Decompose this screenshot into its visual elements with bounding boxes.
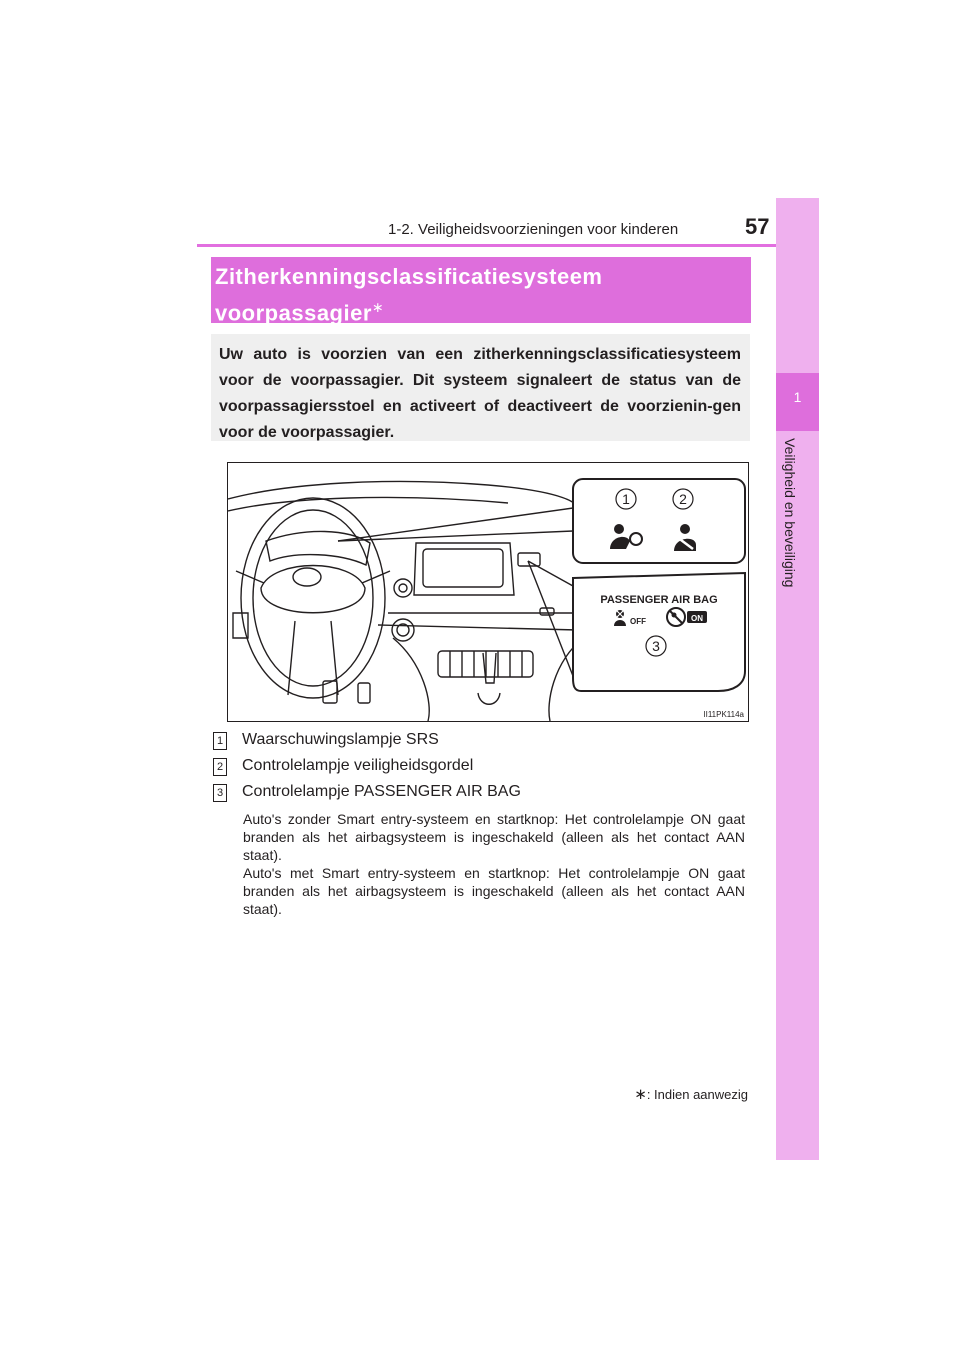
footnote-marker: ∗	[634, 1086, 647, 1103]
note-paragraph-2: Auto's met Smart entry-systeem en startknop: Het controlelampje ON gaat branden als het airbagsysteem is ingeschakeld (alleen als het contact AAN staat).	[243, 865, 745, 917]
note-paragraph-1: Auto's zonder Smart entry-systeem en startknop: Het controlelampje ON gaat branden als het airbagsysteem is ingeschakeld (alleen als het contact AAN staat).	[243, 811, 745, 863]
section-title	[215, 262, 603, 328]
page-number: 57	[745, 214, 770, 239]
intro-text: Uw auto is voorzien van een zitherkenningsclassificatiesysteem voor de voorpassagier. Dit systeem signaleert de status van de voorpassagiersstoel en activeert of deactiveert de voorzienin-gen voor de voorpassagier.	[219, 346, 741, 441]
passenger-airbag-panel-label: PASSENGER AIR BAG	[600, 594, 718, 606]
footnote-text: : Indien aanwezig	[646, 1087, 748, 1102]
callout-number-2: 2	[679, 491, 687, 507]
callout-number-1: 1	[622, 491, 630, 507]
title-footnote-marker: ∗	[371, 299, 385, 315]
dashboard-illustration	[228, 463, 748, 721]
section-title-line1: Zitherkenningsclassificatiesysteem	[215, 264, 603, 289]
illustration-id: II11PK114a	[703, 710, 744, 719]
footnote	[608, 1085, 748, 1103]
legend-text-1: Waarschuwingslampje SRS	[242, 731, 439, 748]
callout-number-3: 3	[652, 638, 660, 654]
header-rule	[197, 244, 819, 247]
off-indicator-label: OFF	[630, 617, 646, 626]
legend-note	[243, 810, 745, 918]
chapter-side-tab	[776, 198, 819, 1160]
passenger-airbag-panel-callout	[573, 573, 745, 691]
chapter-label: Veiligheid en beveiliging	[782, 438, 798, 588]
running-header: 1-2. Veiligheidsvoorzieningen voor kinderen	[388, 221, 679, 238]
warning-lamp-callout-box	[573, 479, 745, 563]
legend-text-3: Controlelampje PASSENGER AIR BAG	[242, 783, 521, 800]
legend-number-1: 1	[213, 732, 227, 750]
on-indicator-label: ON	[691, 614, 703, 623]
section-title-line2: voorpassagier	[215, 300, 372, 326]
chapter-number: 1	[793, 389, 802, 405]
legend-number-2: 2	[213, 758, 227, 776]
legend-number-3: 3	[213, 784, 227, 802]
dashboard-line-art	[228, 481, 618, 721]
dashboard-figure	[227, 462, 749, 722]
legend-text-2: Controlelampje veiligheidsgordel	[242, 757, 474, 774]
